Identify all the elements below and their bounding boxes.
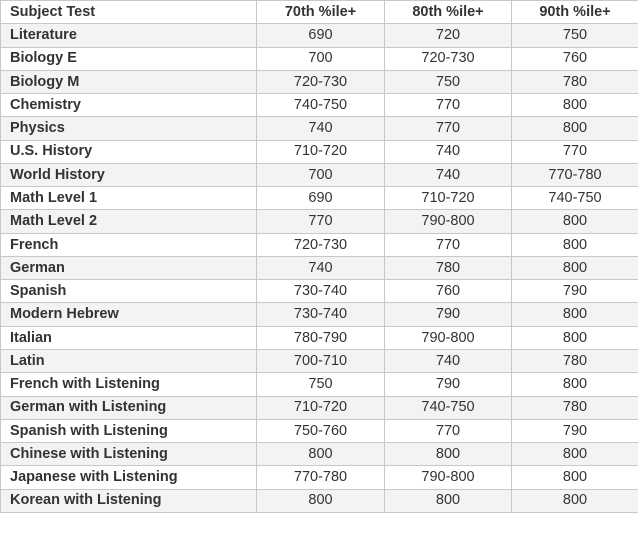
score-90th-cell: 790 xyxy=(512,280,638,303)
score-90th-cell: 780 xyxy=(512,396,638,419)
table-row xyxy=(1,187,638,210)
score-80th-cell: 790-800 xyxy=(385,466,512,489)
score-90th-cell: 800 xyxy=(512,117,638,140)
subject-cell: World History xyxy=(1,163,257,186)
score-90th-cell: 800 xyxy=(512,233,638,256)
score-90th-cell: 800 xyxy=(512,443,638,466)
score-90th-cell: 800 xyxy=(512,466,638,489)
score-90th-cell: 790 xyxy=(512,419,638,442)
score-90th-cell: 780 xyxy=(512,70,638,93)
table-row xyxy=(1,443,638,466)
subject-cell: Literature xyxy=(1,24,257,47)
score-90th-cell: 800 xyxy=(512,210,638,233)
header-row xyxy=(1,1,638,24)
table-row xyxy=(1,349,638,372)
score-80th-cell: 790 xyxy=(385,373,512,396)
subject-cell: German xyxy=(1,256,257,279)
table-row xyxy=(1,94,638,117)
score-70th-cell: 720-730 xyxy=(257,233,385,256)
score-70th-cell: 710-720 xyxy=(257,396,385,419)
score-80th-cell: 780 xyxy=(385,256,512,279)
score-70th-cell: 740 xyxy=(257,256,385,279)
score-70th-cell: 730-740 xyxy=(257,303,385,326)
table-row xyxy=(1,70,638,93)
subject-cell: Math Level 2 xyxy=(1,210,257,233)
table-row xyxy=(1,117,638,140)
score-80th-cell: 720-730 xyxy=(385,47,512,70)
table-row xyxy=(1,210,638,233)
score-90th-cell: 800 xyxy=(512,303,638,326)
subject-cell: Physics xyxy=(1,117,257,140)
table-row xyxy=(1,24,638,47)
score-70th-cell: 710-720 xyxy=(257,140,385,163)
subject-cell: French with Listening xyxy=(1,373,257,396)
score-70th-cell: 740-750 xyxy=(257,94,385,117)
table-row xyxy=(1,140,638,163)
score-90th-cell: 800 xyxy=(512,489,638,512)
score-80th-cell: 710-720 xyxy=(385,187,512,210)
score-80th-cell: 740 xyxy=(385,140,512,163)
score-80th-cell: 770 xyxy=(385,117,512,140)
score-80th-cell: 770 xyxy=(385,233,512,256)
score-90th-cell: 760 xyxy=(512,47,638,70)
subject-cell: Korean with Listening xyxy=(1,489,257,512)
table-row xyxy=(1,489,638,512)
table-row xyxy=(1,466,638,489)
score-80th-cell: 770 xyxy=(385,419,512,442)
score-80th-cell: 720 xyxy=(385,24,512,47)
score-70th-cell: 730-740 xyxy=(257,280,385,303)
subject-cell: U.S. History xyxy=(1,140,257,163)
table-row xyxy=(1,280,638,303)
table-row xyxy=(1,326,638,349)
score-80th-cell: 740-750 xyxy=(385,396,512,419)
subject-cell: Modern Hebrew xyxy=(1,303,257,326)
score-90th-cell: 800 xyxy=(512,94,638,117)
table-row xyxy=(1,396,638,419)
score-90th-cell: 780 xyxy=(512,349,638,372)
subject-cell: Latin xyxy=(1,349,257,372)
score-90th-cell: 740-750 xyxy=(512,187,638,210)
subject-cell: German with Listening xyxy=(1,396,257,419)
score-70th-cell: 770-780 xyxy=(257,466,385,489)
table-row xyxy=(1,303,638,326)
subject-cell: Spanish with Listening xyxy=(1,419,257,442)
subject-cell: Spanish xyxy=(1,280,257,303)
score-80th-cell: 760 xyxy=(385,280,512,303)
score-70th-cell: 720-730 xyxy=(257,70,385,93)
score-70th-cell: 800 xyxy=(257,489,385,512)
score-90th-cell: 770 xyxy=(512,140,638,163)
score-70th-cell: 800 xyxy=(257,443,385,466)
score-90th-cell: 750 xyxy=(512,24,638,47)
score-80th-cell: 800 xyxy=(385,443,512,466)
subject-cell: French xyxy=(1,233,257,256)
score-90th-cell: 800 xyxy=(512,373,638,396)
score-70th-cell: 690 xyxy=(257,24,385,47)
table-row xyxy=(1,163,638,186)
score-70th-cell: 700 xyxy=(257,163,385,186)
subject-cell: Chinese with Listening xyxy=(1,443,257,466)
subject-cell: Italian xyxy=(1,326,257,349)
score-80th-cell: 740 xyxy=(385,163,512,186)
table-row xyxy=(1,419,638,442)
subject-cell: Math Level 1 xyxy=(1,187,257,210)
table-body xyxy=(1,24,638,513)
score-80th-cell: 790-800 xyxy=(385,326,512,349)
header-90th-percentile: 90th %ile+ xyxy=(512,1,638,24)
score-80th-cell: 790-800 xyxy=(385,210,512,233)
subject-cell: Chemistry xyxy=(1,94,257,117)
table-row xyxy=(1,256,638,279)
score-80th-cell: 750 xyxy=(385,70,512,93)
score-90th-cell: 770-780 xyxy=(512,163,638,186)
score-70th-cell: 770 xyxy=(257,210,385,233)
score-80th-cell: 770 xyxy=(385,94,512,117)
header-70th-percentile: 70th %ile+ xyxy=(257,1,385,24)
score-70th-cell: 750-760 xyxy=(257,419,385,442)
score-70th-cell: 750 xyxy=(257,373,385,396)
header-80th-percentile: 80th %ile+ xyxy=(385,1,512,24)
table-row xyxy=(1,233,638,256)
score-80th-cell: 800 xyxy=(385,489,512,512)
score-90th-cell: 800 xyxy=(512,326,638,349)
score-70th-cell: 690 xyxy=(257,187,385,210)
table-row xyxy=(1,47,638,70)
subject-cell: Japanese with Listening xyxy=(1,466,257,489)
score-80th-cell: 740 xyxy=(385,349,512,372)
subject-cell: Biology E xyxy=(1,47,257,70)
header-subject-test: Subject Test xyxy=(1,1,257,24)
score-70th-cell: 780-790 xyxy=(257,326,385,349)
score-70th-cell: 700-710 xyxy=(257,349,385,372)
subject-cell: Biology M xyxy=(1,70,257,93)
score-80th-cell: 790 xyxy=(385,303,512,326)
score-70th-cell: 740 xyxy=(257,117,385,140)
score-70th-cell: 700 xyxy=(257,47,385,70)
table-row xyxy=(1,373,638,396)
score-90th-cell: 800 xyxy=(512,256,638,279)
